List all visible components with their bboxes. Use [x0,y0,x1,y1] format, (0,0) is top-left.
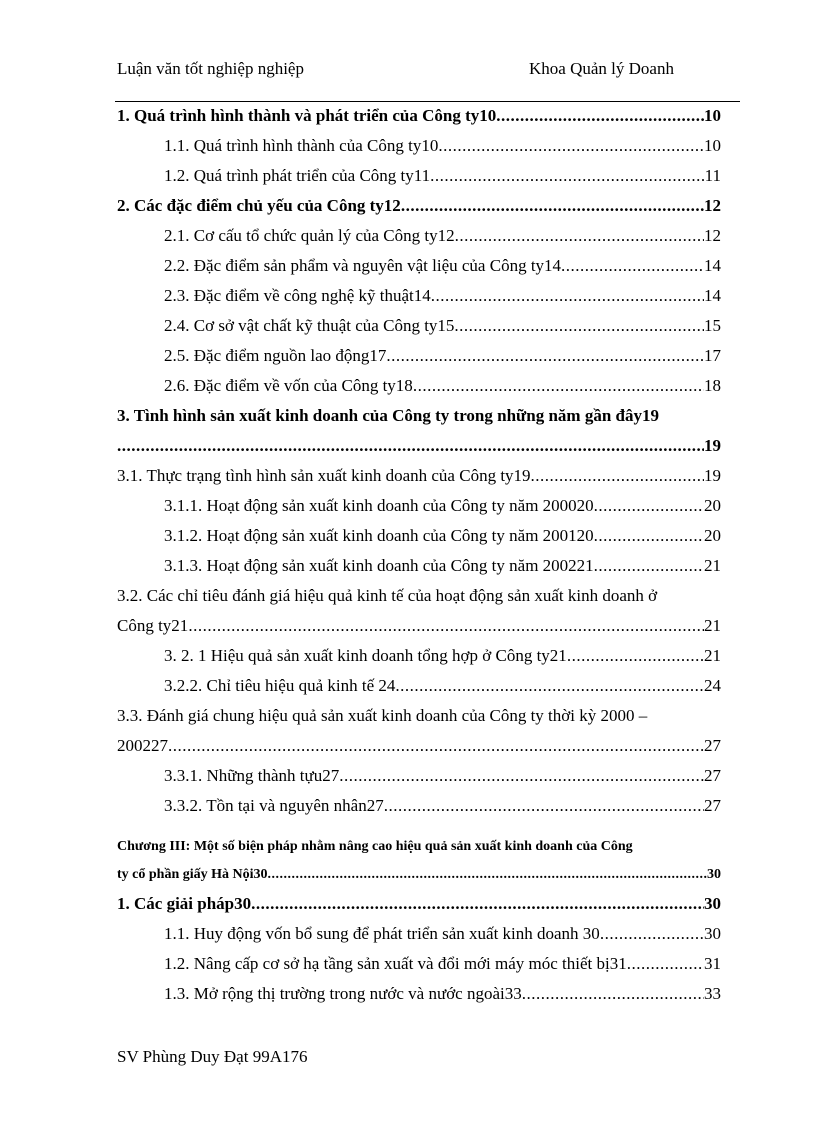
toc-entry-continuation[interactable]: 200227 ..... 27 [117,731,721,761]
toc-entry[interactable]: 2.4. Cơ sở vật chất kỹ thuật của Công ty15 ..... 15 [117,311,721,341]
toc-entry[interactable]: 3.2.2. Chỉ tiêu hiệu quả kinh tế 24 ..... 24 [117,671,721,701]
toc-chapter-continuation[interactable]: ty cổ phần giấy Hà Nội30 ..... 30 [117,861,721,889]
toc-entry-continuation[interactable]: Công ty21 ..... 21 [117,611,721,641]
toc-entry[interactable]: 3.1.3. Hoạt động sản xuất kinh doanh của Công ty năm 200221 ..... 21 [117,551,721,581]
toc-entry[interactable]: 3. Tình hình sản xuất kinh doanh của Công ty trong những năm gần đây19 [117,406,659,425]
toc-chapter-entry[interactable]: Chương III: Một số biện pháp nhằm nâng cao hiệu quả sản xuất kinh doanh của Công [117,839,633,854]
toc-entry[interactable]: 1.1. Quá trình hình thành của Công ty10 ..... 10 [117,131,721,161]
toc-entry[interactable]: 3.1. Thực trạng tình hình sản xuất kinh doanh của Công ty19 ..... 19 [117,461,721,491]
toc-entry[interactable]: 2.3. Đặc điểm về công nghệ kỹ thuật14 ..... 14 [117,281,721,311]
toc-entry[interactable]: 3.3. Đánh giá chung hiệu quả sản xuất kinh doanh của Công ty thời kỳ 2000 – [117,706,648,725]
header-right: Khoa Quản lý Doanh [529,59,674,78]
toc-entry[interactable]: 1. Quá trình hình thành và phát triển của Công ty10 ..... 10 [117,101,721,131]
toc-entry[interactable]: 2. Các đặc điểm chủ yếu của Công ty12 ..... 12 [117,191,721,221]
toc-entry[interactable]: 1.1. Huy động vốn bổ sung để phát triển sản xuất kinh doanh 30 ..... 30 [117,919,721,949]
toc-entry[interactable]: 1.2. Nâng cấp cơ sở hạ tầng sản xuất và đổi mới máy móc thiết bị31 ..... 31 [117,949,721,979]
toc-entry[interactable]: 1.3. Mở rộng thị trường trong nước và nước ngoài33 ..... 33 [117,979,721,1009]
header-left: Luận văn tốt nghiệp nghiệp [117,59,304,78]
table-of-contents [117,101,721,1009]
toc-entry-continuation[interactable]: ..... 19 [117,431,721,461]
toc-entry[interactable]: 1. Các giải pháp30 ..... 30 [117,889,721,919]
toc-entry[interactable]: 2.6. Đặc điểm về vốn của Công ty18 ..... 18 [117,371,721,401]
toc-entry[interactable]: 3.2. Các chỉ tiêu đánh giá hiệu quả kinh tế của hoạt động sản xuất kinh doanh ở [117,586,658,605]
footer-author: SV Phùng Duy Đạt 99A176 [117,1047,308,1066]
toc-entry[interactable]: 2.5. Đặc điểm nguồn lao động17 ..... 17 [117,341,721,371]
toc-entry[interactable]: 2.2. Đặc điểm sản phẩm và nguyên vật liệu của Công ty14 ..... 14 [117,251,721,281]
toc-entry[interactable]: 3.3.1. Những thành tựu27 ..... 27 [117,761,721,791]
toc-entry[interactable]: 3. 2. 1 Hiệu quả sản xuất kinh doanh tổng hợp ở Công ty21 ..... 21 [117,641,721,671]
toc-entry[interactable]: 3.1.2. Hoạt động sản xuất kinh doanh của Công ty năm 200120 ..... 20 [117,521,721,551]
toc-entry[interactable]: 3.3.2. Tồn tại và nguyên nhân27 ..... 27 [117,791,721,821]
toc-entry[interactable]: 2.1. Cơ cấu tổ chức quản lý của Công ty12 ..... 12 [117,221,721,251]
toc-entry[interactable]: 1.2. Quá trình phát triển của Công ty11 ..... 11 [117,161,721,191]
toc-entry[interactable]: 3.1.1. Hoạt động sản xuất kinh doanh của Công ty năm 200020 ..... 20 [117,491,721,521]
